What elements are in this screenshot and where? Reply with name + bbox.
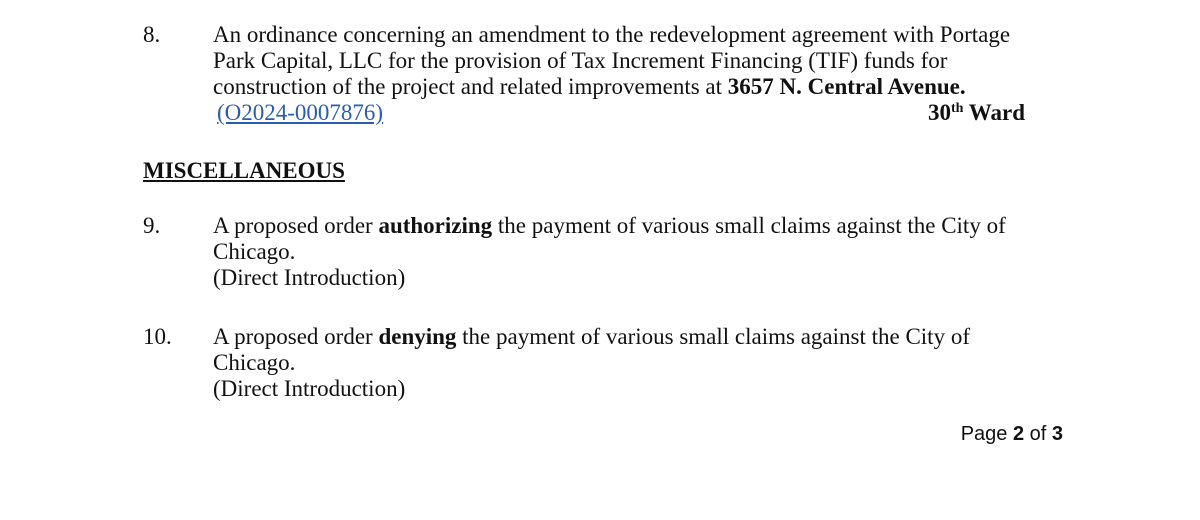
item-9-body: [213, 213, 1063, 291]
item-9-suffix: the payment of various small claims against the City of: [492, 213, 1006, 238]
item-number-9: 9.: [143, 213, 161, 238]
item-number-10: 10.: [143, 324, 172, 349]
item-8-body: [213, 22, 1063, 126]
item-8-address: 3657 N. Central Avenue.: [727, 74, 966, 99]
ordinance-link[interactable]: (O2024-0007876): [217, 100, 384, 125]
item-9-prefix: A proposed order: [213, 213, 379, 238]
page-footer: [961, 422, 1063, 446]
item-number-8: 8.: [143, 22, 161, 47]
item-10-prefix: A proposed order: [213, 324, 379, 349]
item-10-line-1: [213, 324, 1063, 350]
section-heading: MISCELLANEOUS: [143, 158, 345, 183]
total-pages: 3: [1051, 423, 1063, 445]
item-10-body: [213, 324, 1063, 402]
item-10-line-3: (Direct Introduction): [213, 376, 406, 401]
item-8-line-1: An ordinance concerning an amendment to the redevelopment agreement with Portage: [213, 22, 1011, 47]
item-10-suffix: the payment of various small claims against the City of: [456, 324, 970, 349]
item-8-ordinance-row: [213, 100, 1025, 126]
item-8-line-3-text: construction of the project and related improvements at: [213, 74, 728, 99]
current-page: 2: [1012, 423, 1025, 445]
item-9-keyword: authorizing: [378, 213, 493, 238]
ward-suffix: th: [950, 101, 964, 116]
item-9-line-1: [213, 213, 1063, 239]
item-8-line-3: [213, 74, 1063, 100]
item-9-line-3: (Direct Introduction): [213, 265, 406, 290]
ward-text: Ward: [963, 100, 1025, 125]
item-8-line-2: Park Capital, LLC for the provision of Tax Increment Financing (TIF) funds for: [213, 48, 948, 73]
of-label: of: [1024, 423, 1052, 445]
ward-number: 30: [927, 100, 951, 125]
item-9-line-2: Chicago.: [213, 239, 296, 264]
item-10-line-2: Chicago.: [213, 350, 296, 375]
item-10-keyword: denying: [378, 324, 457, 349]
page-label: Page: [960, 423, 1013, 445]
ward-label: [928, 100, 1025, 126]
